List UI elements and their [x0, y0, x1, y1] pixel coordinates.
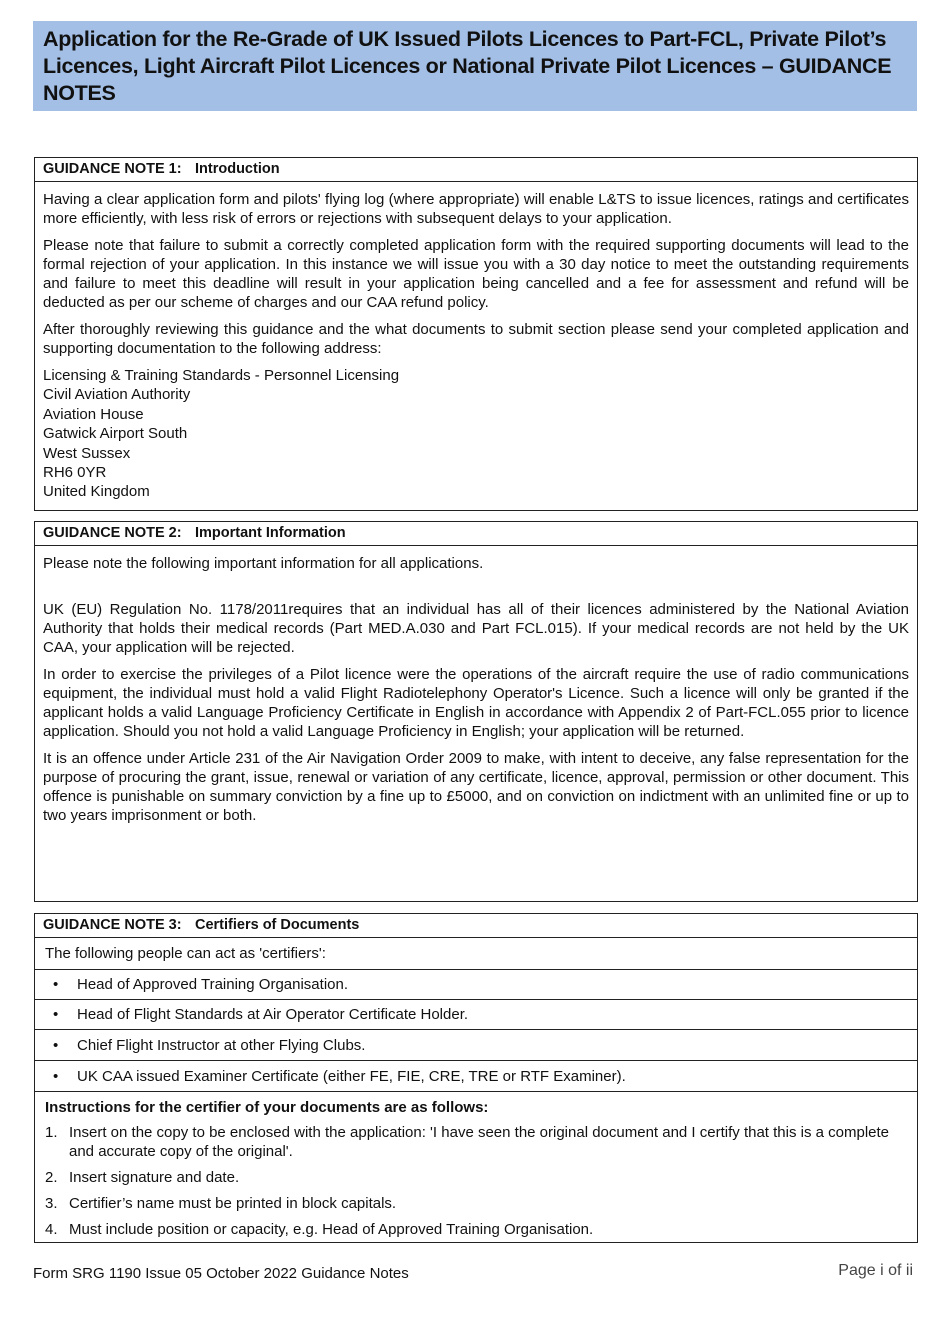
- paragraph: It is an offence under Article 231 of the Air Navigation Order 2009 to make, with intent to deceive, any false representation for the purpose of procuring the grant, issue, renewal or variation of any certificate, licence, approval, permission or other document. This offence is punishable on summary conviction by a fine up to £5000, and on conviction on indictment with an unlimited fine or up to two years imprisonment or both.: [43, 750, 909, 824]
- item-text: Insert on the copy to be enclosed with the application: 'I have seen the original document and I certify that this is a complete and accurate copy of the original'.: [69, 1124, 890, 1160]
- note-title: Important Information: [195, 525, 346, 541]
- address-line: West Sussex: [43, 444, 131, 462]
- list-item-text: Head of Flight Standards at Air Operator Certificate Holder.: [77, 1006, 469, 1023]
- note-number: GUIDANCE NOTE 1:: [43, 161, 182, 177]
- bullet-icon: •: [53, 1067, 59, 1085]
- address-line: Aviation House: [43, 405, 144, 423]
- item-number: 1.: [45, 1124, 58, 1141]
- note-number: GUIDANCE NOTE 3:: [43, 917, 182, 933]
- list-item: [35, 1000, 917, 1030]
- address-line: United Kingdom: [43, 483, 150, 501]
- address-line: Gatwick Airport South: [43, 425, 188, 443]
- bullet-icon: •: [53, 1006, 59, 1023]
- instruction-item: [45, 1220, 907, 1239]
- instruction-item: [45, 1194, 907, 1213]
- address-line: RH6 0YR: [43, 464, 107, 482]
- footer-form-info: Form SRG 1190 Issue 05 October 2022 Guidance Notes: [33, 1265, 409, 1282]
- guidance-note-1: [34, 157, 918, 511]
- certifier-instructions: [35, 1092, 917, 1239]
- list-item: [35, 1061, 917, 1092]
- paragraph: Having a clear application form and pilots' flying log (where appropriate) will enable L&TS to issue licences, ratings and certificates more efficiently, with less risk of errors or rejections with subsequent delays to your application.: [43, 191, 909, 227]
- page-number: Page i of ii: [838, 1262, 913, 1279]
- note-title: Introduction: [195, 161, 280, 177]
- guidance-note-3: [34, 913, 918, 1243]
- list-item: [35, 970, 917, 1000]
- note-header: [35, 522, 917, 546]
- item-text: Insert signature and date.: [69, 1169, 240, 1186]
- address-line: Licensing & Training Standards - Personnel Licensing: [43, 367, 400, 384]
- item-text: Certifier’s name must be printed in block capitals.: [69, 1195, 397, 1212]
- instructions-heading: Instructions for the certifier of your documents are as follows:: [45, 1099, 489, 1116]
- note-number: GUIDANCE NOTE 2:: [43, 525, 182, 541]
- item-number: 3.: [45, 1195, 58, 1212]
- paragraph: Please note the following important information for all applications.: [43, 555, 484, 572]
- instruction-item: [45, 1168, 907, 1187]
- item-text: Must include position or capacity, e.g. Head of Approved Training Organisation.: [69, 1221, 594, 1238]
- list-item-text: Head of Approved Training Organisation.: [77, 976, 349, 993]
- page-title: Application for the Re-Grade of UK Issued Pilots Licences to Part-FCL, Private Pilot’s Licences, Light Aircraft Pilot Licences or National Private Pilot Licences – GUIDANCE NOTES: [33, 21, 917, 111]
- list-item-text: UK CAA issued Examiner Certificate (either FE, FIE, CRE, TRE or RTF Examiner).: [77, 1067, 626, 1085]
- paragraph: Please note that failure to submit a correctly completed application form with the required supporting documents will lead to the formal rejection of your application. In this instance we will issue you with a 30 day notice to meet the outstanding requirements and failure to meet this deadline will result in your application being cancelled and a fee for assessment and refund will be deducted as per our scheme of charges and our CAA refund policy.: [43, 237, 909, 311]
- note-header: [35, 914, 917, 938]
- bullet-icon: •: [53, 976, 59, 993]
- address: [43, 366, 909, 502]
- instruction-item: [45, 1123, 907, 1161]
- note-title: Certifiers of Documents: [195, 917, 360, 933]
- item-number: 2.: [45, 1169, 58, 1186]
- paragraph: UK (EU) Regulation No. 1178/2011requires that an individual has all of their licences administered by the National Aviation Authority that holds their medical records (Part MED.A.030 and Part FCL.015). If your medical records are not held by the UK CAA, your application will be rejected.: [43, 601, 909, 656]
- guidance-note-2: [34, 521, 918, 902]
- list-item-text: Chief Flight Instructor at other Flying Clubs.: [77, 1036, 366, 1054]
- paragraph: In order to exercise the privileges of a Pilot licence were the operations of the aircraft require the use of radio communications equipment, the individual must hold a valid Flight Radiotelephony Operator's Licence. Such a licence will only be granted if the applicant holds a valid Language Proficiency Certificate in English in accordance with Appendix 2 of Part-FCL.055 prior to licence application. Should you not hold a valid Language Proficiency in English; your application will be returned.: [43, 666, 909, 740]
- bullet-icon: •: [53, 1036, 59, 1054]
- note-header: [35, 158, 917, 182]
- list-item: [35, 1030, 917, 1061]
- item-number: 4.: [45, 1221, 58, 1238]
- paragraph: After thoroughly reviewing this guidance and the what documents to submit section please send your completed application and supporting documentation to the following address:: [43, 321, 909, 357]
- address-line: Civil Aviation Authority: [43, 386, 191, 404]
- certifiers-intro: The following people can act as 'certifiers':: [35, 938, 917, 970]
